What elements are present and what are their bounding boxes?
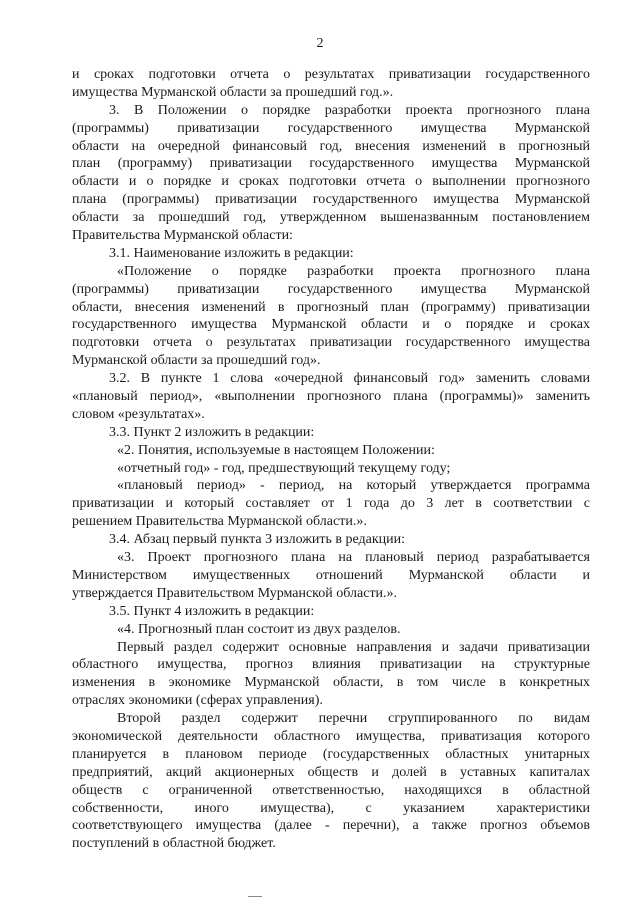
text-line: «3. Проект прогнозного плана на плановый период разрабатывается: [117, 550, 590, 566]
text-line: плана (программы) приватизации государственного имущества Мурманской: [72, 192, 590, 208]
text-line: «плановый период» - период, на который утверждается программа: [117, 478, 590, 494]
text-line: «плановый период», «выполнении прогнозного плана (программы)» заменить: [72, 389, 590, 405]
text-line: «2. Понятия, используемые в настоящем Положении:: [117, 442, 435, 458]
text-line: решением Правительства Мурманской области.».: [72, 514, 367, 530]
text-line: 3.2. В пункте 1 слова «очередной финансовый год» заменить словами: [109, 371, 590, 387]
text-line: отраслях экономики (сферах управления).: [72, 693, 323, 709]
text-line: Правительства Мурманской области:: [72, 228, 293, 244]
text-line: государственного имущества Мурманской области и о порядке и сроках: [72, 317, 590, 333]
text-line: план (программу) приватизации государственного имущества Мурманской: [72, 156, 590, 172]
text-line: 3.4. Абзац первый пункта 3 изложить в редакции:: [109, 532, 406, 548]
text-line: предприятий, акций акционерных обществ и долей в уставных капиталах: [72, 764, 590, 780]
text-line: 3.3. Пункт 2 изложить в редакции:: [109, 424, 315, 440]
text-line: Мурманской области за прошедший год».: [72, 353, 321, 369]
text-line: 3.5. Пункт 4 изложить в редакции:: [109, 603, 315, 619]
page-number: 2: [316, 36, 324, 51]
text-line: словом «результатах».: [72, 406, 205, 422]
text-line: и сроках подготовки отчета о результатах приватизации государственного: [72, 67, 590, 82]
text-line: поступлений в областной бюджет.: [72, 836, 276, 852]
text-line: изменения в экономике Мурманской области, в том числе в конкретных: [72, 675, 590, 691]
text-line: приватизации и который составляет от 1 года до 3 лет в соответствии с: [72, 496, 590, 512]
text-line: экономической деятельности областного имущества, приватизация которого: [72, 728, 590, 744]
text-line: Первый раздел содержит основные направления и задачи приватизации: [117, 639, 590, 655]
text-line: «4. Прогнозный план состоит из двух разделов.: [117, 621, 401, 637]
text-line: собственности, иного имущества), с указанием характеристики: [72, 800, 590, 816]
text-line: области и о порядке и сроках подготовки отчета о выполнении прогнозного: [72, 174, 590, 190]
text-line: Второй раздел содержит перечни сгруппированного по видам: [117, 711, 590, 727]
text-line: Министерством имущественных отношений Мурманской области и: [72, 567, 590, 583]
text-line: области на очередной финансовый год, внесения изменений в прогнозный: [72, 138, 590, 154]
footer-mark: [248, 896, 262, 897]
text-line: соответствующего имущества (далее - перечни), а также прогноз объемов: [72, 818, 590, 834]
text-line: области за прошедший год, утвержденном вышеназванным постановлением: [72, 210, 590, 226]
document-body: [72, 66, 590, 853]
text-line: утверждается Правительством Мурманской области.».: [72, 585, 398, 601]
text-line: «отчетный год» - год, предшествующий текущему году;: [117, 460, 451, 476]
text-line: 3.1. Наименование изложить в редакции:: [109, 245, 354, 261]
text-line: (программы) приватизации государственного имущества Мурманской: [72, 281, 590, 297]
text-line: обществ с ограниченной ответственностью, находящихся в областной: [72, 782, 590, 798]
text-line: «Положение о порядке разработки проекта прогнозного плана: [117, 263, 590, 279]
text-line: областного имущества, прогноз влияния приватизации на структурные: [72, 657, 590, 673]
text-line: подготовки отчета о результатах приватизации государственного имущества: [72, 335, 590, 351]
text-line: планируется в плановом периоде (государственных областных унитарных: [72, 746, 590, 762]
text-line: имущества Мурманской области за прошедший год.».: [72, 84, 394, 100]
text-line: области, внесения изменений в прогнозный план (программу) приватизации: [72, 299, 590, 315]
text-line: 3. В Положении о порядке разработки проекта прогнозного плана: [109, 102, 590, 118]
text-line: (программы) приватизации государственного имущества Мурманской: [72, 120, 590, 136]
